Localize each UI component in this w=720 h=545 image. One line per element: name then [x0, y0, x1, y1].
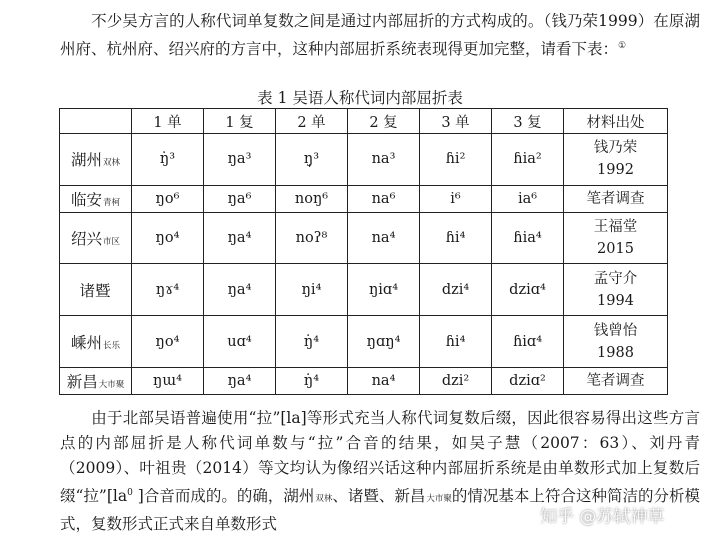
source-cell: [564, 212, 668, 264]
table-row: [60, 264, 668, 316]
form-cell: ŋo⁶: [132, 185, 204, 212]
source-author: 钱曾怡: [593, 322, 638, 339]
table-row: [60, 134, 668, 186]
source-author: 王福堂: [593, 219, 638, 235]
source-author: 笔者调查: [586, 190, 645, 207]
form-cell: ɦia⁴: [492, 212, 564, 264]
source-year: 2015: [597, 241, 634, 257]
form-cell: dziɑ⁴: [492, 264, 564, 316]
form-cell: na⁴: [348, 368, 420, 395]
footnote-marker: ①: [618, 41, 627, 51]
form-cell: ŋi⁴: [276, 264, 348, 316]
header-cell: 3 复: [492, 109, 564, 134]
form-cell: ɦiɑ⁴: [492, 316, 564, 368]
form-cell: i⁶: [420, 185, 492, 212]
source-cell: [564, 134, 668, 186]
form-cell: ŋ̇⁴: [276, 316, 348, 368]
form-cell: na⁴: [348, 212, 420, 264]
tone-superscript: 0: [127, 488, 133, 498]
form-cell: ŋa⁴: [204, 264, 276, 316]
place-subscript: 青柯: [103, 197, 121, 208]
form-cell: ŋ̇³: [132, 134, 204, 186]
form-cell: ɦia²: [492, 134, 564, 186]
source-cell: [564, 264, 668, 316]
place-name: 嵊州: [70, 333, 102, 352]
form-cell: ŋa³: [204, 134, 276, 186]
analysis-text-4: 的情况基本上符合这种简洁的分析模式，复数形式正式来自单数形式: [60, 487, 700, 534]
header-cell: 材料出处: [564, 109, 668, 134]
table-row: [60, 316, 668, 368]
source-cell: [564, 185, 668, 212]
intro-paragraph: [60, 9, 700, 62]
form-cell: ɦi⁴: [420, 316, 492, 368]
table-row: [60, 212, 668, 264]
place-subscript: 市区: [103, 237, 121, 247]
header-cell: [60, 109, 132, 134]
header-cell: 1 单: [132, 109, 204, 134]
source-author: 笔者调查: [586, 373, 645, 390]
place-name: 绍兴: [70, 230, 102, 248]
place-name: 新昌: [66, 373, 98, 392]
table-caption: 表 1 吴语人称代词内部屈折表: [257, 89, 463, 107]
form-cell: noŋ⁶: [276, 185, 348, 212]
zhihu-watermark: 知乎 @苏轼神草: [540, 507, 665, 527]
form-cell: na⁶: [348, 185, 420, 212]
header-cell: 2 复: [348, 109, 420, 134]
form-cell: ŋ̇⁴: [276, 368, 348, 395]
analysis-text-1: 由于北部吴语普遍使用“拉”[la]等形式充当人称代词复数后缀，因此很容易得出这些方言点的内部屈折是人称代词单数与“拉”合音的结果，如吴子慧（2007：63）、刘丹青（2009）、叶祖贵（2014）等文均认为像绍兴话这种内部屈折系统是由单数形式加上复数后缀“拉”[la: [60, 409, 700, 506]
place-name: 诸暨: [79, 281, 111, 300]
header-cell: 3 单: [420, 109, 492, 134]
form-cell: ŋo⁴: [132, 316, 204, 368]
place-name: 湖州: [70, 151, 102, 170]
place-cell: [60, 212, 132, 264]
pronoun-inflection-table: [59, 108, 668, 395]
place-cell: [60, 368, 132, 395]
source-year: 1994: [597, 292, 634, 309]
form-cell: na³: [348, 134, 420, 186]
form-cell: dzi⁴: [420, 264, 492, 316]
place-cell: [60, 134, 132, 186]
form-cell: ŋɤ⁴: [132, 264, 204, 316]
place-subscript: 大市聚: [426, 494, 452, 505]
form-cell: ɦi²: [420, 134, 492, 186]
table-row: [60, 185, 668, 212]
form-cell: dzi²: [420, 368, 492, 395]
place-cell: [60, 185, 132, 212]
header-cell: 1 复: [204, 109, 276, 134]
source-cell: [564, 368, 668, 395]
form-cell: ŋo⁴: [132, 212, 204, 264]
table-row: [60, 368, 668, 395]
source-author: 孟守介: [593, 270, 638, 287]
form-cell: ŋiɑ⁴: [348, 264, 420, 316]
form-cell: ŋ̩³: [276, 134, 348, 186]
place-subscript: 大市聚: [98, 380, 125, 391]
place-subscript: 双林: [103, 158, 121, 169]
form-cell: ia⁶: [492, 185, 564, 212]
place-subscript: 长乐: [103, 340, 121, 351]
form-cell: noʔ⁸: [276, 212, 348, 264]
source-cell: [564, 316, 668, 368]
form-cell: ɦi⁴: [420, 212, 492, 264]
form-cell: ŋa⁴: [204, 212, 276, 264]
table-header-row: [60, 109, 668, 134]
place-name: 临安: [70, 190, 102, 209]
place-cell: [60, 264, 132, 316]
analysis-text-2: ]合音而成的。的确，湖州: [132, 487, 315, 506]
form-cell: dziɑ²: [492, 368, 564, 395]
source-author: 钱乃荣: [593, 140, 638, 157]
form-cell: ŋa⁴: [204, 368, 276, 395]
form-cell: uɑ⁴: [204, 316, 276, 368]
source-year: 1992: [597, 162, 634, 179]
analysis-text-3: 、诸暨、新昌: [332, 487, 426, 506]
source-year: 1988: [597, 344, 634, 361]
intro-text: 不少吴方言的人称代词单复数之间是通过内部屈折的方式构成的。（钱乃荣1999）在原湖州府、杭州府、绍兴府的方言中，这种内部屈折系统表现得更加完整，请看下表：: [60, 12, 700, 59]
place-cell: [60, 316, 132, 368]
form-cell: ŋɯ⁴: [132, 368, 204, 395]
form-cell: ŋɑŋ⁴: [348, 316, 420, 368]
header-cell: 2 单: [276, 109, 348, 134]
form-cell: ŋa⁶: [204, 185, 276, 212]
place-subscript: 双林: [315, 494, 333, 505]
